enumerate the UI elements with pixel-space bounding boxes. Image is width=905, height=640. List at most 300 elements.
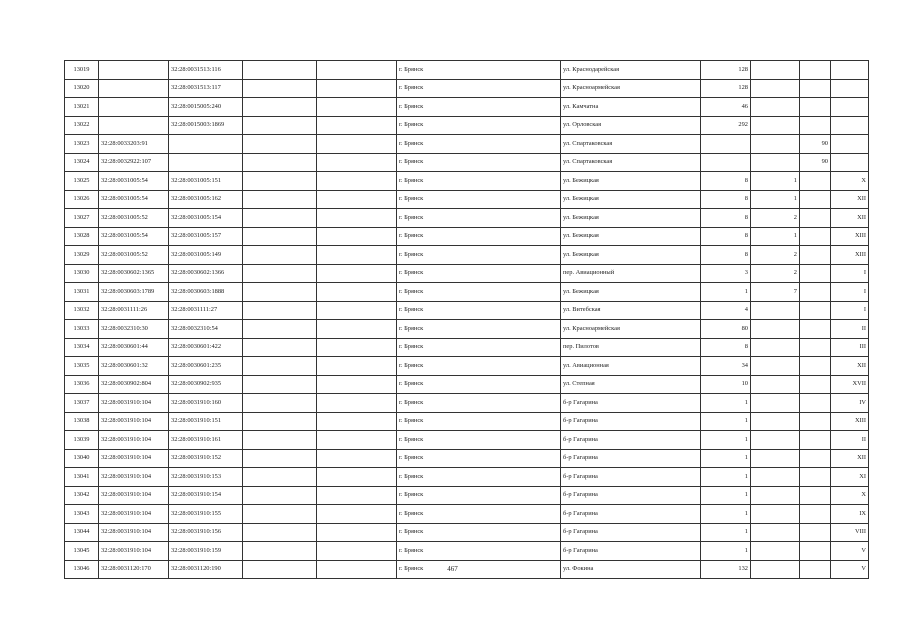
apartment-cell xyxy=(800,209,831,228)
city-cell: г. Брянск xyxy=(397,98,561,117)
empty-cell xyxy=(317,98,397,117)
building-cell xyxy=(751,338,800,357)
empty-cell xyxy=(317,486,397,505)
building-cell: 1 xyxy=(751,172,800,191)
table-row xyxy=(65,209,869,228)
cadastral-parent-cell: 32:28:0031120:170 xyxy=(99,560,169,579)
house-number-cell: 1 xyxy=(701,431,751,450)
empty-cell xyxy=(317,153,397,172)
city-cell: г. Брянск xyxy=(397,135,561,154)
cadastral-number-cell: 32:28:0031005:162 xyxy=(169,190,243,209)
empty-cell xyxy=(243,153,317,172)
city-cell: г. Брянск xyxy=(397,542,561,561)
building-cell: 2 xyxy=(751,246,800,265)
empty-cell xyxy=(243,79,317,98)
building-cell xyxy=(751,357,800,376)
record-number-cell: 13032 xyxy=(65,301,99,320)
table-row xyxy=(65,338,869,357)
street-cell: ул. Орловская xyxy=(561,116,701,135)
cadastral-number-cell xyxy=(169,153,243,172)
house-number-cell: 1 xyxy=(701,523,751,542)
record-number-cell: 13028 xyxy=(65,227,99,246)
roman-numeral-cell xyxy=(831,98,869,117)
building-cell xyxy=(751,394,800,413)
empty-cell xyxy=(317,523,397,542)
cadastral-number-cell: 32:28:0031005:154 xyxy=(169,209,243,228)
building-cell: 1 xyxy=(751,227,800,246)
record-number-cell: 13020 xyxy=(65,79,99,98)
cadastral-parent-cell xyxy=(99,98,169,117)
cadastral-number-cell: 32:28:0031910:159 xyxy=(169,542,243,561)
apartment-cell xyxy=(800,264,831,283)
empty-cell xyxy=(243,301,317,320)
city-cell: г. Брянск xyxy=(397,431,561,450)
roman-numeral-cell xyxy=(831,61,869,80)
building-cell xyxy=(751,542,800,561)
empty-cell xyxy=(243,542,317,561)
apartment-cell xyxy=(800,98,831,117)
empty-cell xyxy=(243,468,317,487)
empty-cell xyxy=(243,431,317,450)
city-cell: г. Брянск xyxy=(397,61,561,80)
house-number-cell: 8 xyxy=(701,246,751,265)
building-cell xyxy=(751,320,800,339)
house-number-cell: 128 xyxy=(701,79,751,98)
cadastral-parent-cell: 32:28:0031910:104 xyxy=(99,542,169,561)
roman-numeral-cell: XII xyxy=(831,190,869,209)
roman-numeral-cell: XIII xyxy=(831,246,869,265)
city-cell: г. Брянск xyxy=(397,320,561,339)
street-cell: ул. Авиационная xyxy=(561,357,701,376)
empty-cell xyxy=(317,468,397,487)
street-cell: б-р Гагарина xyxy=(561,412,701,431)
apartment-cell xyxy=(800,523,831,542)
city-cell: г. Брянск xyxy=(397,394,561,413)
house-number-cell: 292 xyxy=(701,116,751,135)
empty-cell xyxy=(317,412,397,431)
apartment-cell xyxy=(800,394,831,413)
empty-cell xyxy=(317,505,397,524)
table-row xyxy=(65,153,869,172)
table-row xyxy=(65,431,869,450)
city-cell: г. Брянск xyxy=(397,209,561,228)
house-number-cell: 80 xyxy=(701,320,751,339)
table-row xyxy=(65,135,869,154)
city-cell: г. Брянск xyxy=(397,264,561,283)
roman-numeral-cell: V xyxy=(831,542,869,561)
apartment-cell xyxy=(800,301,831,320)
roman-numeral-cell: XIII xyxy=(831,412,869,431)
table-row xyxy=(65,357,869,376)
cadastral-number-cell: 32:28:0031513:116 xyxy=(169,61,243,80)
table-row xyxy=(65,61,869,80)
cadastral-parent-cell: 32:28:0030601:44 xyxy=(99,338,169,357)
city-cell: г. Брянск xyxy=(397,246,561,265)
street-cell: ул. Бежицкая xyxy=(561,283,701,302)
roman-numeral-cell: XII xyxy=(831,209,869,228)
table-row xyxy=(65,468,869,487)
cadastral-parent-cell: 32:28:0030602:1365 xyxy=(99,264,169,283)
city-cell: г. Брянск xyxy=(397,116,561,135)
street-cell: б-р Гагарина xyxy=(561,449,701,468)
empty-cell xyxy=(243,135,317,154)
apartment-cell xyxy=(800,431,831,450)
street-cell: б-р Гагарина xyxy=(561,468,701,487)
house-number-cell: 1 xyxy=(701,505,751,524)
record-number-cell: 13024 xyxy=(65,153,99,172)
record-number-cell: 13031 xyxy=(65,283,99,302)
house-number-cell: 8 xyxy=(701,209,751,228)
building-cell xyxy=(751,505,800,524)
street-cell: ул. Бежицкая xyxy=(561,227,701,246)
roman-numeral-cell: X xyxy=(831,172,869,191)
street-cell: б-р Гагарина xyxy=(561,394,701,413)
street-cell: ул. Фокина xyxy=(561,560,701,579)
house-number-cell: 1 xyxy=(701,468,751,487)
cadastral-parent-cell: 32:28:0030603:1789 xyxy=(99,283,169,302)
record-number-cell: 13046 xyxy=(65,560,99,579)
record-number-cell: 13042 xyxy=(65,486,99,505)
apartment-cell: 90 xyxy=(800,153,831,172)
building-cell xyxy=(751,61,800,80)
record-number-cell: 13026 xyxy=(65,190,99,209)
cadastral-number-cell: 32:28:0031513:117 xyxy=(169,79,243,98)
table-row xyxy=(65,79,869,98)
record-number-cell: 13019 xyxy=(65,61,99,80)
table-row xyxy=(65,449,869,468)
empty-cell xyxy=(243,98,317,117)
street-cell: ул. Красноармейская xyxy=(561,320,701,339)
street-cell: ул. Степная xyxy=(561,375,701,394)
house-number-cell: 128 xyxy=(701,61,751,80)
street-cell: ул. Краснодарейская xyxy=(561,61,701,80)
cadastral-parent-cell: 32:28:0031910:104 xyxy=(99,431,169,450)
cadastral-number-cell: 32:28:0030601:422 xyxy=(169,338,243,357)
cadastral-number-cell: 32:28:0031005:151 xyxy=(169,172,243,191)
cadastral-number-cell: 32:28:0030902:935 xyxy=(169,375,243,394)
cadastral-number-cell: 32:28:0031005:157 xyxy=(169,227,243,246)
page-number: 467 xyxy=(447,565,458,573)
building-cell xyxy=(751,98,800,117)
house-number-cell: 1 xyxy=(701,412,751,431)
table-row xyxy=(65,486,869,505)
empty-cell xyxy=(243,246,317,265)
street-cell: ул. Камчатна xyxy=(561,98,701,117)
apartment-cell xyxy=(800,320,831,339)
empty-cell xyxy=(317,209,397,228)
cadastral-parent-cell: 32:28:0032922:107 xyxy=(99,153,169,172)
empty-cell xyxy=(317,449,397,468)
city-cell: г. Брянск xyxy=(397,449,561,468)
empty-cell xyxy=(317,79,397,98)
table-row xyxy=(65,172,869,191)
table-row xyxy=(65,116,869,135)
empty-cell xyxy=(317,227,397,246)
street-cell: ул. Спартаковская xyxy=(561,153,701,172)
empty-cell xyxy=(243,264,317,283)
cadastral-number-cell: 32:28:0031120:190 xyxy=(169,560,243,579)
cadastral-parent-cell: 32:28:0031910:104 xyxy=(99,523,169,542)
record-number-cell: 13037 xyxy=(65,394,99,413)
cadastral-parent-cell: 32:28:0031910:104 xyxy=(99,468,169,487)
table-row xyxy=(65,98,869,117)
roman-numeral-cell xyxy=(831,153,869,172)
empty-cell xyxy=(317,246,397,265)
city-cell: г. Брянск xyxy=(397,79,561,98)
empty-cell xyxy=(243,283,317,302)
empty-cell xyxy=(243,61,317,80)
apartment-cell xyxy=(800,357,831,376)
building-cell xyxy=(751,431,800,450)
roman-numeral-cell: XIII xyxy=(831,227,869,246)
house-number-cell xyxy=(701,153,751,172)
empty-cell xyxy=(243,523,317,542)
cadastral-parent-cell: 32:28:0031910:104 xyxy=(99,449,169,468)
city-cell: г. Брянск xyxy=(397,375,561,394)
cadastral-number-cell: 32:28:0031111:27 xyxy=(169,301,243,320)
cadastral-number-cell: 32:28:0031005:149 xyxy=(169,246,243,265)
roman-numeral-cell: XII xyxy=(831,357,869,376)
record-number-cell: 13044 xyxy=(65,523,99,542)
cadastral-number-cell: 32:28:0030602:1366 xyxy=(169,264,243,283)
empty-cell xyxy=(317,190,397,209)
apartment-cell xyxy=(800,505,831,524)
register-table xyxy=(64,60,869,579)
apartment-cell xyxy=(800,338,831,357)
roman-numeral-cell: XVII xyxy=(831,375,869,394)
empty-cell xyxy=(317,357,397,376)
cadastral-number-cell: 32:28:0031910:154 xyxy=(169,486,243,505)
roman-numeral-cell: II xyxy=(831,431,869,450)
roman-numeral-cell: III xyxy=(831,338,869,357)
street-cell: ул. Красноармейская xyxy=(561,79,701,98)
cadastral-number-cell: 32:28:0015005:240 xyxy=(169,98,243,117)
apartment-cell xyxy=(800,227,831,246)
city-cell: г. Брянск xyxy=(397,301,561,320)
empty-cell xyxy=(243,172,317,191)
empty-cell xyxy=(317,431,397,450)
apartment-cell xyxy=(800,61,831,80)
street-cell: ул. Бежицкая xyxy=(561,172,701,191)
roman-numeral-cell: VIII xyxy=(831,523,869,542)
street-cell: б-р Гагарина xyxy=(561,542,701,561)
empty-cell xyxy=(317,338,397,357)
empty-cell xyxy=(317,264,397,283)
cadastral-number-cell: 32:28:0030601:235 xyxy=(169,357,243,376)
cadastral-number-cell: 32:28:0031910:160 xyxy=(169,394,243,413)
house-number-cell: 8 xyxy=(701,227,751,246)
cadastral-number-cell: 32:28:0031910:161 xyxy=(169,431,243,450)
building-cell: 7 xyxy=(751,283,800,302)
building-cell xyxy=(751,135,800,154)
roman-numeral-cell: I xyxy=(831,264,869,283)
house-number-cell: 4 xyxy=(701,301,751,320)
record-number-cell: 13035 xyxy=(65,357,99,376)
table-row xyxy=(65,283,869,302)
cadastral-number-cell: 32:28:0032310:54 xyxy=(169,320,243,339)
cadastral-number-cell: 32:28:0031910:156 xyxy=(169,523,243,542)
record-number-cell: 13034 xyxy=(65,338,99,357)
cadastral-parent-cell xyxy=(99,61,169,80)
city-cell: г. Брянск xyxy=(397,486,561,505)
cadastral-parent-cell: 32:28:0031005:52 xyxy=(99,209,169,228)
empty-cell xyxy=(317,61,397,80)
record-number-cell: 13041 xyxy=(65,468,99,487)
cadastral-parent-cell: 32:28:0031005:54 xyxy=(99,172,169,191)
cadastral-parent-cell: 32:28:0033203:91 xyxy=(99,135,169,154)
apartment-cell xyxy=(800,449,831,468)
record-number-cell: 13022 xyxy=(65,116,99,135)
apartment-cell xyxy=(800,246,831,265)
record-number-cell: 13027 xyxy=(65,209,99,228)
cadastral-parent-cell: 32:28:0031005:54 xyxy=(99,190,169,209)
city-cell: г. Брянск xyxy=(397,505,561,524)
empty-cell xyxy=(243,486,317,505)
city-cell: г. Брянск xyxy=(397,357,561,376)
cadastral-parent-cell: 32:28:0031910:104 xyxy=(99,394,169,413)
empty-cell xyxy=(317,116,397,135)
building-cell: 2 xyxy=(751,209,800,228)
city-cell: г. Брянск xyxy=(397,468,561,487)
empty-cell xyxy=(243,338,317,357)
empty-cell xyxy=(317,172,397,191)
table-row xyxy=(65,394,869,413)
record-number-cell: 13036 xyxy=(65,375,99,394)
street-cell: б-р Гагарина xyxy=(561,505,701,524)
house-number-cell: 132 xyxy=(701,560,751,579)
city-cell: г. Брянск xyxy=(397,338,561,357)
apartment-cell xyxy=(800,283,831,302)
roman-numeral-cell xyxy=(831,135,869,154)
apartment-cell xyxy=(800,190,831,209)
empty-cell xyxy=(317,542,397,561)
apartment-cell xyxy=(800,116,831,135)
table-row xyxy=(65,523,869,542)
apartment-cell xyxy=(800,468,831,487)
empty-cell xyxy=(243,449,317,468)
cadastral-number-cell: 32:28:0031910:155 xyxy=(169,505,243,524)
cadastral-parent-cell: 32:28:0032310:30 xyxy=(99,320,169,339)
table-row xyxy=(65,375,869,394)
empty-cell xyxy=(243,227,317,246)
record-number-cell: 13045 xyxy=(65,542,99,561)
cadastral-parent-cell xyxy=(99,79,169,98)
record-number-cell: 13021 xyxy=(65,98,99,117)
empty-cell xyxy=(243,190,317,209)
empty-cell xyxy=(317,375,397,394)
city-cell: г. Брянск xyxy=(397,190,561,209)
house-number-cell: 1 xyxy=(701,283,751,302)
house-number-cell: 3 xyxy=(701,264,751,283)
street-cell: б-р Гагарина xyxy=(561,431,701,450)
roman-numeral-cell: I xyxy=(831,301,869,320)
building-cell xyxy=(751,153,800,172)
building-cell: 2 xyxy=(751,264,800,283)
empty-cell xyxy=(243,209,317,228)
empty-cell xyxy=(243,412,317,431)
empty-cell xyxy=(243,116,317,135)
cadastral-number-cell: 32:28:0031910:151 xyxy=(169,412,243,431)
cadastral-parent-cell: 32:28:0031910:104 xyxy=(99,505,169,524)
building-cell xyxy=(751,468,800,487)
building-cell xyxy=(751,412,800,431)
empty-cell xyxy=(243,320,317,339)
house-number-cell: 1 xyxy=(701,542,751,561)
empty-cell xyxy=(317,320,397,339)
cadastral-parent-cell: 32:28:0031111:26 xyxy=(99,301,169,320)
cadastral-parent-cell: 32:28:0031005:52 xyxy=(99,246,169,265)
house-number-cell: 8 xyxy=(701,172,751,191)
empty-cell xyxy=(317,394,397,413)
city-cell: г. Брянск xyxy=(397,227,561,246)
roman-numeral-cell xyxy=(831,79,869,98)
building-cell xyxy=(751,449,800,468)
house-number-cell: 8 xyxy=(701,190,751,209)
cadastral-parent-cell xyxy=(99,116,169,135)
house-number-cell: 46 xyxy=(701,98,751,117)
cadastral-number-cell: 32:28:0015003:1869 xyxy=(169,116,243,135)
city-cell: г. Брянск xyxy=(397,172,561,191)
cadastral-number-cell: 32:28:0031910:152 xyxy=(169,449,243,468)
roman-numeral-cell: IX xyxy=(831,505,869,524)
record-number-cell: 13039 xyxy=(65,431,99,450)
city-cell: г. Брянск xyxy=(397,523,561,542)
roman-numeral-cell xyxy=(831,116,869,135)
table-row xyxy=(65,227,869,246)
table-row xyxy=(65,264,869,283)
cadastral-parent-cell: 32:28:0031005:54 xyxy=(99,227,169,246)
roman-numeral-cell: I xyxy=(831,283,869,302)
house-number-cell: 10 xyxy=(701,375,751,394)
cadastral-number-cell: 32:28:0031910:153 xyxy=(169,468,243,487)
empty-cell xyxy=(317,135,397,154)
cadastral-parent-cell: 32:28:0030601:32 xyxy=(99,357,169,376)
city-cell: г. Брянск xyxy=(397,412,561,431)
empty-cell xyxy=(243,505,317,524)
record-number-cell: 13040 xyxy=(65,449,99,468)
cadastral-number-cell: 32:28:0030603:1888 xyxy=(169,283,243,302)
empty-cell xyxy=(243,394,317,413)
record-number-cell: 13038 xyxy=(65,412,99,431)
roman-numeral-cell: V xyxy=(831,560,869,579)
city-cell: г. Брянск xyxy=(397,560,561,579)
building-cell xyxy=(751,375,800,394)
building-cell xyxy=(751,301,800,320)
street-cell: пер. Авиационный xyxy=(561,264,701,283)
street-cell: ул. Бежицкая xyxy=(561,246,701,265)
table-row xyxy=(65,505,869,524)
register-table-body xyxy=(65,61,869,579)
table-row xyxy=(65,190,869,209)
street-cell: пер. Пилотов xyxy=(561,338,701,357)
house-number-cell: 8 xyxy=(701,338,751,357)
apartment-cell xyxy=(800,79,831,98)
roman-numeral-cell: XI xyxy=(831,468,869,487)
cadastral-parent-cell: 32:28:0031910:104 xyxy=(99,486,169,505)
street-cell: ул. Бежицкая xyxy=(561,190,701,209)
apartment-cell xyxy=(800,375,831,394)
record-number-cell: 13029 xyxy=(65,246,99,265)
empty-cell xyxy=(317,301,397,320)
house-number-cell: 1 xyxy=(701,486,751,505)
building-cell xyxy=(751,486,800,505)
roman-numeral-cell: X xyxy=(831,486,869,505)
empty-cell xyxy=(243,357,317,376)
cadastral-parent-cell: 32:28:0030902:804 xyxy=(99,375,169,394)
street-cell: ул. Витебская xyxy=(561,301,701,320)
city-cell: г. Брянск xyxy=(397,153,561,172)
street-cell: ул. Спартаковская xyxy=(561,135,701,154)
